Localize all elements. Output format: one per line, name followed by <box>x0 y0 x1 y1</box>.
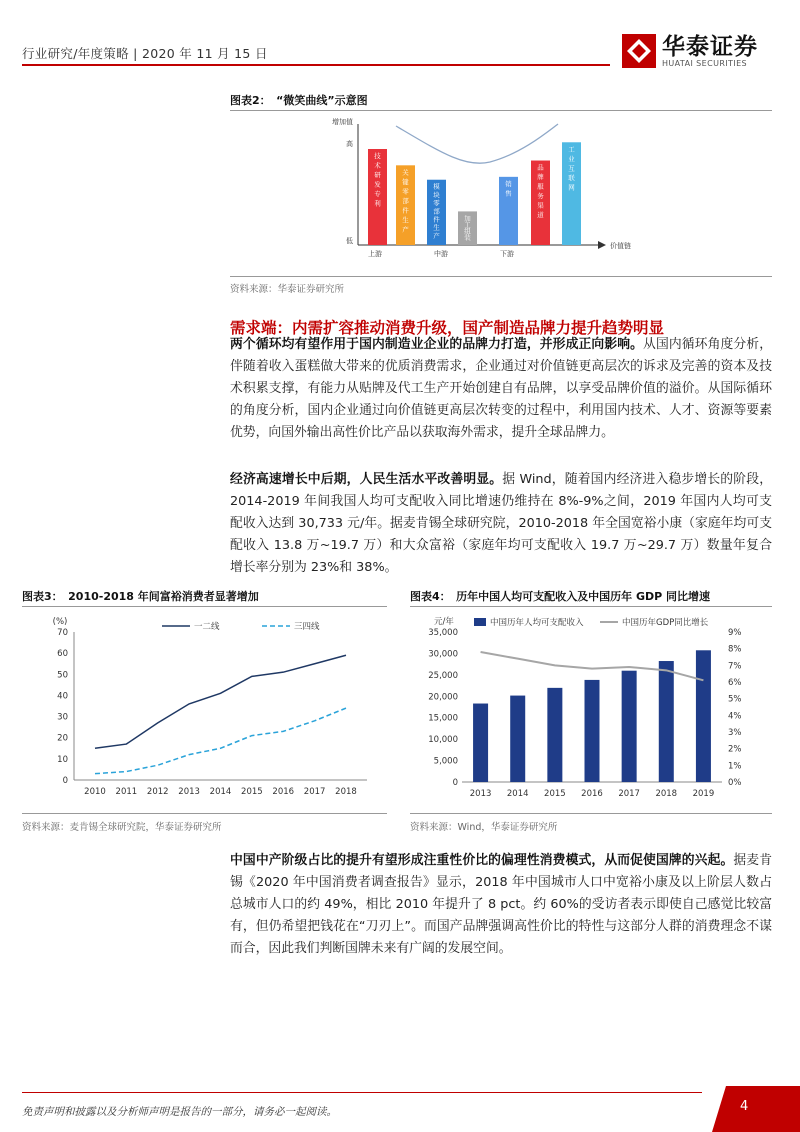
fig4-xtick: 2014 <box>506 789 529 799</box>
fig2-bar-label: 销售 <box>505 179 512 198</box>
fig3-ytick: 40 <box>57 691 68 702</box>
fig3-ytick: 70 <box>57 628 68 638</box>
fig3-source-rule <box>22 813 387 814</box>
fig4-ytick-left: 5,000 <box>433 756 458 767</box>
footer-rule <box>22 1092 702 1093</box>
fig2-bar-label: 工业互联网 <box>568 145 575 192</box>
fig4-income-bar <box>585 680 600 782</box>
fig4-xtick: 2018 <box>655 789 678 799</box>
page-header-text: 行业研究/年度策略 | 2020 年 11 月 15 日 <box>22 46 268 61</box>
fig3-xtick: 2013 <box>178 787 200 797</box>
paragraph-2 <box>230 469 772 579</box>
paragraph-1-lead: 两个循环均有望作用于国内制造业企业的品牌力打造，并形成正向影响。 <box>230 337 644 352</box>
fig3-xtick: 2017 <box>303 787 326 797</box>
fig2-x-down: 下游 <box>500 250 514 258</box>
fig3-series-line <box>95 708 346 774</box>
fig2-source: 资料来源：华泰证券研究所 <box>230 284 345 295</box>
fig3-xtick: 2011 <box>115 787 138 797</box>
fig4-income-bar <box>696 650 711 782</box>
fig3-ytick: 50 <box>57 670 68 681</box>
company-logo <box>622 34 758 68</box>
fig4-xtick: 2015 <box>544 789 566 799</box>
fig3-title: 图表3： 2010-2018 年间富裕消费者显著增加 <box>22 590 259 603</box>
huatai-logo-icon <box>622 34 656 68</box>
fig4-legend-bar-swatch <box>474 618 486 626</box>
fig4-legend-bar-label: 中国历年人均可支配收入 <box>490 618 584 628</box>
fig4-ytick-left: 35,000 <box>428 628 458 638</box>
fig4-income-bar <box>510 696 525 782</box>
fig3-xtick: 2014 <box>209 787 232 797</box>
fig4-income-bar <box>659 661 674 782</box>
fig4-ytick-left: 25,000 <box>428 670 458 681</box>
fig4-ytick-right: 0% <box>728 778 742 788</box>
fig3-series-line <box>95 655 346 748</box>
fig4-title-rule <box>410 606 772 607</box>
fig4-xtick: 2013 <box>469 789 492 799</box>
fig3-legend-label: 一二线 <box>194 622 220 632</box>
fig4-source-rule <box>410 813 772 814</box>
fig4-ytick-right: 6% <box>728 678 742 688</box>
paragraph-1 <box>230 334 772 444</box>
fig4-ytick-right: 7% <box>728 661 742 672</box>
fig4-xtick: 2016 <box>581 789 603 799</box>
fig4-legend-line-label: 中国历年GDP同比增长 <box>622 618 709 628</box>
fig2-bar-label: 技术研发专利 <box>374 152 381 208</box>
fig2-y-high: 高 <box>346 140 353 148</box>
paragraph-3-lead: 中国中产阶级占比的提升有望形成注重性价比的偏理性消费模式，从而促使国牌的兴起。 <box>230 853 734 868</box>
fig3-ytick: 20 <box>57 733 68 744</box>
paragraph-2-lead: 经济高速增长中后期，人民生活水平改善明显。 <box>230 472 503 487</box>
fig2-y-label: 增加值 <box>332 118 353 126</box>
fig2-x-mid: 中游 <box>434 250 448 258</box>
fig2-y-low: 低 <box>346 237 353 245</box>
fig4-ytick-right: 4% <box>728 711 742 722</box>
paragraph-3 <box>230 850 772 960</box>
paragraph-1-body: 从国内循环角度分析，伴随着收入蛋糕做大带来的优质消费需求，企业通过对价值链更高层次的诉求及完善的资本及技术积累支撑，有能力从贴牌及代工生产开始创建自有品牌，以享受品牌价值的溢价。从国际循环的角度分析，国内企业通过向价值链更高层次转变的过程中，利用国内技术、人才、资源等要素优势，向国外输出高性价比产品以获取海外需求，提升全球品牌力。 <box>230 337 773 440</box>
fig2-source-rule <box>230 276 772 277</box>
fig4-xtick: 2017 <box>618 789 640 799</box>
fig2-bar-label: 加工组装 <box>464 214 471 242</box>
fig3-source: 资料来源：麦肯锡全球研究院，华泰证券研究所 <box>22 822 222 833</box>
fig2-bar-label: 模块零部件生产 <box>433 182 440 240</box>
paragraph-3-body: 据麦肯锡《2020 年中国消费者调查报告》显示，2018 年中国城市人口中宽裕小康及以上阶层人数占总城市人口的约 49%，相比 2010 年提升了 8 pct。约 60%的受访者表示即使自己感觉比较富有，但仍希望把钱花在“刀刃上”。而国产品牌强调高性价比的特性与这部分人群的消费理念不谋而合，因此我们判断国牌未来有广阔的发展空间。 <box>230 853 773 956</box>
fig4-ytick-left: 20,000 <box>428 692 458 703</box>
fig3-xtick: 2016 <box>272 787 295 797</box>
paragraph-2-body: 据 Wind，随着国内经济进入稳步增长的阶段，2014-2019 年间我国人均可支配收入同比增速仍维持在 8%-9%之间，2019 年国内人均可支配收入达到 30,733 元/年。据麦肯锡全球研究院，2010-2018 年全国宽裕小康（家庭年均可支配收入 13.8 万~19.7 万）和大众富裕（家庭年均可支配收入 19.7 万~29.7 万）数量年复合增长率分别为 23%和 38%。 <box>230 472 772 575</box>
fig3-ytick: 30 <box>57 712 68 723</box>
fig2-smile-curve <box>396 124 558 163</box>
fig4-income-bar <box>473 704 488 782</box>
header-rule <box>22 64 610 66</box>
logo-english: HUATAI SECURITIES <box>662 58 748 68</box>
fig3-unit-label: (%) <box>52 617 68 627</box>
fig4-income-bar <box>622 671 637 782</box>
fig2-title-rule <box>230 110 772 111</box>
fig4-source: 资料来源：Wind，华泰证券研究所 <box>410 822 558 833</box>
fig3-xtick: 2015 <box>241 787 263 797</box>
fig2-x-up: 上游 <box>368 250 382 258</box>
fig4-title: 图表4： 历年中国人均可支配收入及中国历年 GDP 同比增速 <box>410 590 711 603</box>
fig2-bar-label: 品牌服务渠道 <box>537 163 544 220</box>
fig4-ytick-left: 0 <box>452 778 458 788</box>
fig4-income-bar <box>547 688 562 782</box>
fig4-ytick-left: 30,000 <box>428 649 458 660</box>
page-number: 4 <box>740 1099 749 1114</box>
fig3-ytick: 10 <box>57 754 68 765</box>
fig3-ytick: 60 <box>57 649 68 660</box>
fig2-bar-label: 关键零部件生产 <box>402 168 409 234</box>
fig3-legend-label: 三四线 <box>294 622 320 632</box>
fig4-ytick-right: 9% <box>728 628 742 638</box>
fig3-xtick: 2018 <box>335 787 357 797</box>
fig2-x-label: 价值链 <box>610 242 631 250</box>
affluent-consumer-line-chart <box>22 608 387 808</box>
fig4-ytick-right: 3% <box>728 728 742 738</box>
smile-curve-chart <box>330 112 650 266</box>
fig4-ytick-left: 15,000 <box>428 713 458 724</box>
fig4-ytick-right: 2% <box>728 744 742 755</box>
fig4-ytick-left: 10,000 <box>428 735 458 746</box>
disclaimer-footer: 免责声明和披露以及分析师声明是报告的一部分，请务必一起阅读。 <box>22 1106 337 1118</box>
fig2-title: 图表2： “微笑曲线”示意图 <box>230 94 368 107</box>
section-heading: 需求端：内需扩容推动消费升级，国产制造品牌力提升趋势明显 <box>230 319 665 337</box>
fig3-xtick: 2010 <box>84 787 106 797</box>
fig4-xtick: 2019 <box>692 789 715 799</box>
fig3-ytick: 0 <box>62 776 68 786</box>
fig3-title-rule <box>22 606 387 607</box>
income-gdp-combo-chart <box>410 608 772 808</box>
fig2-x-arrow <box>598 241 606 249</box>
fig4-unit-label: 元/年 <box>434 617 454 627</box>
logo-name: 华泰证券 <box>662 33 758 60</box>
fig4-ytick-right: 5% <box>728 694 742 705</box>
fig4-ytick-right: 8% <box>728 644 742 655</box>
page-number-tab <box>712 1086 800 1132</box>
fig4-ytick-right: 1% <box>728 761 742 772</box>
fig3-xtick: 2012 <box>146 787 169 797</box>
